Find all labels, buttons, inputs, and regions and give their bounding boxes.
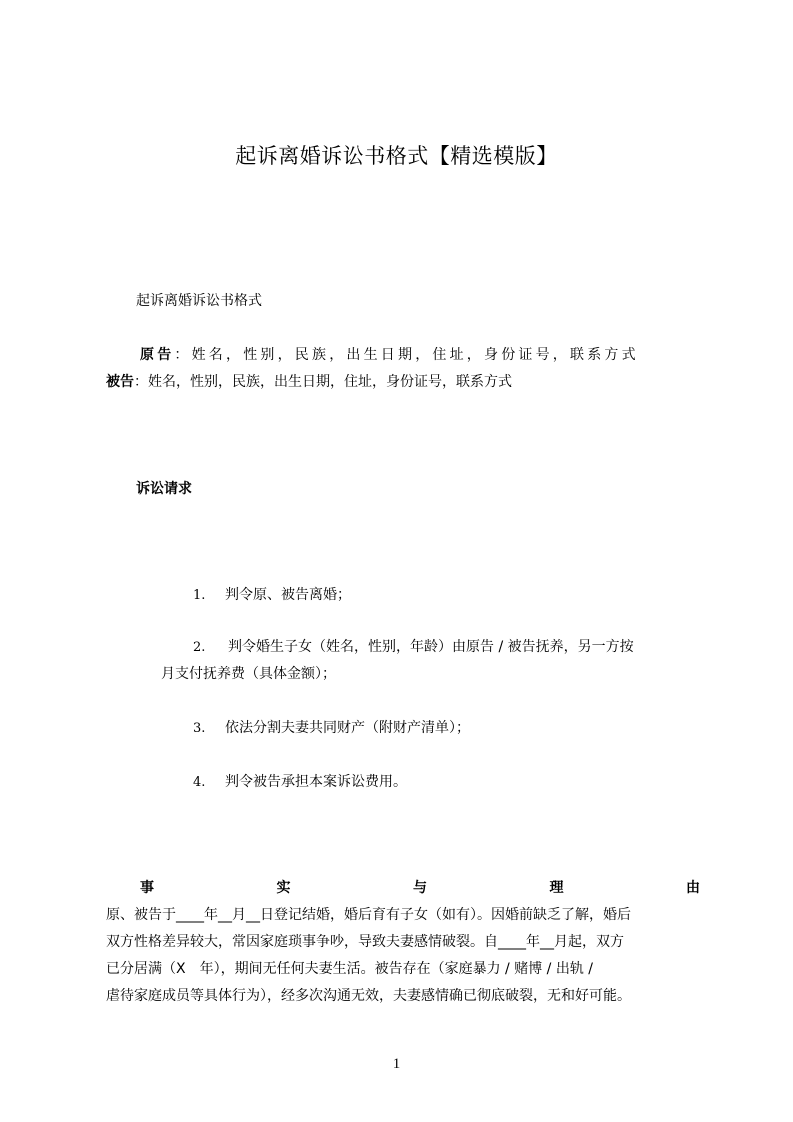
facts-heading-char: 由 bbox=[686, 880, 700, 896]
claim-item bbox=[193, 718, 470, 739]
claims-heading: 诉讼请求 bbox=[136, 481, 192, 497]
claim-continuation: 月支付抚养费（具体金额）； bbox=[161, 666, 336, 682]
document-title: 起诉离婚诉讼书格式【精选模版】 bbox=[235, 144, 558, 168]
facts-paragraph-line: 双方性格差异较大，常因家庭琐事争吵，导致夫妻感情破裂。自____年__月起，双方 bbox=[106, 934, 624, 950]
claim-item bbox=[193, 637, 634, 658]
claim-number: 3. bbox=[193, 721, 206, 736]
facts-heading-char: 实 bbox=[276, 880, 291, 896]
facts-heading-char: 理 bbox=[549, 880, 564, 896]
page-number: 1 bbox=[392, 1056, 401, 1072]
claim-item bbox=[193, 585, 351, 606]
claim-text: 依法分割夫妻共同财产（附财产清单）； bbox=[225, 720, 470, 736]
plaintiff-details: ：姓名，性别，民族，出生日期，住址，身份证号，联系方式 bbox=[174, 347, 639, 363]
claim-number: 1. bbox=[193, 588, 206, 603]
defendant-label: 被告 bbox=[106, 374, 134, 390]
facts-paragraph-line: 已分居满（X 年），期间无任何夫妻生活。被告存在（家庭暴力 / 赌博 / 出轨 / bbox=[106, 961, 593, 977]
plaintiff-line bbox=[140, 345, 639, 365]
plaintiff-label: 原告 bbox=[140, 347, 175, 363]
defendant-line bbox=[106, 372, 512, 392]
facts-paragraph-line: 原、被告于____年__月__日登记结婚，婚后育有子女（如有）。因婚前缺乏了解，婚后 bbox=[106, 907, 631, 923]
facts-heading bbox=[140, 878, 700, 898]
document-subtitle: 起诉离婚诉讼书格式 bbox=[136, 293, 262, 309]
claim-number: 2. bbox=[193, 640, 206, 655]
claim-text: 判令被告承担本案诉讼费用。 bbox=[225, 774, 407, 790]
claim-text: 判令婚生子女（姓名，性别，年龄）由原告 / 被告抚养，另一方按 bbox=[228, 639, 634, 655]
defendant-details: ：姓名，性别，民族，出生日期，住址，身份证号，联系方式 bbox=[134, 374, 512, 390]
claim-item bbox=[193, 772, 407, 793]
facts-paragraph-line: 虐待家庭成员等具体行为），经多次沟通无效，夫妻感情确已彻底破裂，无和好可能。 bbox=[106, 988, 631, 1004]
facts-heading-char: 事 bbox=[140, 880, 154, 896]
claim-number: 4. bbox=[193, 775, 206, 790]
facts-heading-char: 与 bbox=[413, 880, 427, 896]
claim-text: 判令原、被告离婚； bbox=[225, 587, 351, 603]
